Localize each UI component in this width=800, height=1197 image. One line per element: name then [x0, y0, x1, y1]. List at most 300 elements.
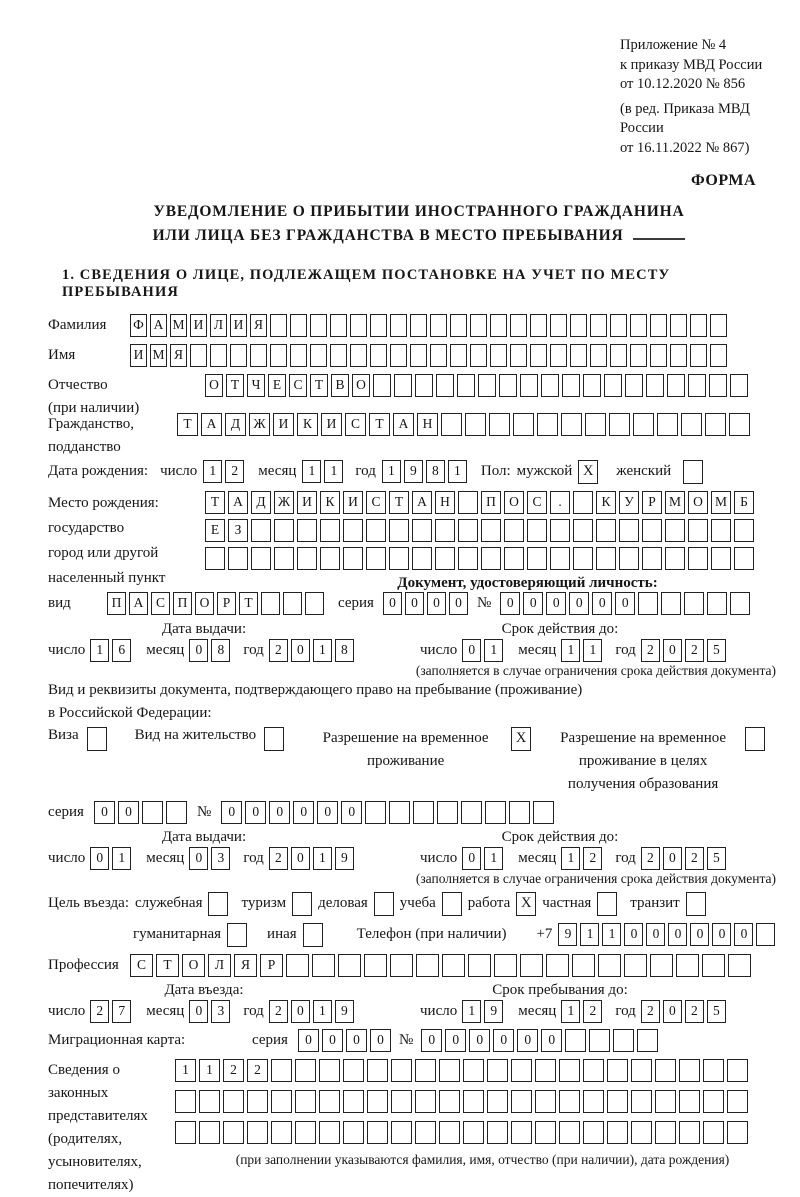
char-box[interactable]: 5	[707, 847, 726, 870]
char-box[interactable]	[468, 954, 491, 977]
char-box[interactable]	[631, 1059, 652, 1082]
char-box[interactable]	[565, 1029, 586, 1052]
char-box[interactable]	[727, 1090, 748, 1113]
char-box[interactable]: С	[366, 491, 386, 514]
char-box[interactable]	[390, 314, 407, 337]
char-box[interactable]: Ф	[130, 314, 147, 337]
char-box[interactable]: 0	[291, 639, 310, 662]
char-box[interactable]: И	[190, 314, 207, 337]
char-box[interactable]: 1	[382, 460, 401, 483]
char-box[interactable]	[535, 1090, 556, 1113]
char-box[interactable]	[470, 314, 487, 337]
char-box[interactable]	[661, 592, 681, 615]
char-box[interactable]	[550, 314, 567, 337]
char-box[interactable]: 0	[298, 1029, 319, 1052]
char-box[interactable]	[270, 314, 287, 337]
temp-residence-checkbox[interactable]: X	[511, 727, 531, 751]
char-box[interactable]: С	[289, 374, 307, 397]
char-box[interactable]	[310, 314, 327, 337]
char-box[interactable]	[604, 374, 622, 397]
char-box[interactable]: Я	[234, 954, 257, 977]
char-box[interactable]	[297, 519, 317, 542]
char-box[interactable]: 1	[462, 1000, 481, 1023]
char-box[interactable]	[598, 954, 621, 977]
char-box[interactable]	[650, 314, 667, 337]
char-box[interactable]	[487, 1059, 508, 1082]
char-box[interactable]	[458, 547, 478, 570]
char-box[interactable]: К	[320, 491, 340, 514]
char-box[interactable]	[274, 547, 294, 570]
char-box[interactable]: М	[711, 491, 731, 514]
char-box[interactable]: Я	[170, 344, 187, 367]
char-box[interactable]: 1	[313, 847, 332, 870]
char-box[interactable]	[711, 519, 731, 542]
char-box[interactable]	[343, 547, 363, 570]
char-box[interactable]: 2	[641, 639, 660, 662]
char-box[interactable]: 0	[624, 923, 643, 946]
char-box[interactable]	[729, 413, 750, 436]
char-box[interactable]	[499, 374, 517, 397]
char-box[interactable]	[463, 1121, 484, 1144]
char-box[interactable]: 1	[302, 460, 321, 483]
char-box[interactable]	[251, 547, 271, 570]
female-checkbox[interactable]	[683, 460, 703, 484]
char-box[interactable]	[320, 547, 340, 570]
char-box[interactable]: 0	[221, 801, 242, 824]
char-box[interactable]	[633, 413, 654, 436]
char-box[interactable]	[389, 547, 409, 570]
char-box[interactable]: 0	[291, 847, 310, 870]
char-box[interactable]	[559, 1121, 580, 1144]
char-box[interactable]: Ч	[247, 374, 265, 397]
char-box[interactable]	[705, 413, 726, 436]
char-box[interactable]	[330, 314, 347, 337]
male-checkbox[interactable]: X	[578, 460, 598, 484]
char-box[interactable]	[609, 413, 630, 436]
char-box[interactable]	[527, 519, 547, 542]
char-box[interactable]: Л	[210, 314, 227, 337]
char-box[interactable]: 0	[663, 639, 682, 662]
char-box[interactable]	[703, 1090, 724, 1113]
char-box[interactable]: 9	[335, 1000, 354, 1023]
char-box[interactable]	[546, 954, 569, 977]
purpose-official-checkbox[interactable]	[208, 892, 228, 916]
char-box[interactable]	[679, 1121, 700, 1144]
char-box[interactable]	[463, 1059, 484, 1082]
char-box[interactable]	[690, 314, 707, 337]
char-box[interactable]: 0	[663, 847, 682, 870]
char-box[interactable]: А	[412, 491, 432, 514]
purpose-work-checkbox[interactable]: X	[516, 892, 536, 916]
char-box[interactable]	[350, 344, 367, 367]
char-box[interactable]: З	[228, 519, 248, 542]
char-box[interactable]	[312, 954, 335, 977]
char-box[interactable]	[646, 374, 664, 397]
char-box[interactable]	[710, 314, 727, 337]
char-box[interactable]	[530, 314, 547, 337]
char-box[interactable]	[655, 1121, 676, 1144]
char-box[interactable]	[390, 954, 413, 977]
char-box[interactable]: 0	[341, 801, 362, 824]
char-box[interactable]: 0	[592, 592, 612, 615]
char-box[interactable]	[610, 344, 627, 367]
char-box[interactable]: Д	[225, 413, 246, 436]
char-box[interactable]	[436, 374, 454, 397]
char-box[interactable]: С	[130, 954, 153, 977]
char-box[interactable]: И	[297, 491, 317, 514]
char-box[interactable]	[274, 519, 294, 542]
char-box[interactable]	[230, 344, 247, 367]
char-box[interactable]: Т	[226, 374, 244, 397]
char-box[interactable]	[391, 1059, 412, 1082]
char-box[interactable]	[490, 344, 507, 367]
char-box[interactable]	[642, 519, 662, 542]
char-box[interactable]: 0	[493, 1029, 514, 1052]
char-box[interactable]: А	[228, 491, 248, 514]
char-box[interactable]	[439, 1059, 460, 1082]
char-box[interactable]	[412, 519, 432, 542]
char-box[interactable]	[367, 1059, 388, 1082]
char-box[interactable]: Т	[369, 413, 390, 436]
char-box[interactable]: 2	[583, 847, 602, 870]
char-box[interactable]: А	[393, 413, 414, 436]
char-box[interactable]	[389, 801, 410, 824]
char-box[interactable]	[688, 374, 706, 397]
char-box[interactable]: 0	[322, 1029, 343, 1052]
char-box[interactable]	[589, 1029, 610, 1052]
char-box[interactable]	[199, 1090, 220, 1113]
char-box[interactable]	[561, 413, 582, 436]
char-box[interactable]: 1	[203, 460, 222, 483]
char-box[interactable]: 2	[685, 847, 704, 870]
char-box[interactable]: 1	[561, 1000, 580, 1023]
char-box[interactable]	[350, 314, 367, 337]
char-box[interactable]	[394, 374, 412, 397]
char-box[interactable]	[247, 1121, 268, 1144]
char-box[interactable]	[320, 519, 340, 542]
purpose-humanitarian-checkbox[interactable]	[227, 923, 247, 947]
char-box[interactable]: О	[688, 491, 708, 514]
char-box[interactable]	[481, 519, 501, 542]
char-box[interactable]	[550, 519, 570, 542]
char-box[interactable]: 0	[712, 923, 731, 946]
char-box[interactable]	[676, 954, 699, 977]
char-box[interactable]	[573, 547, 593, 570]
char-box[interactable]: А	[201, 413, 222, 436]
char-box[interactable]	[667, 374, 685, 397]
char-box[interactable]	[679, 1090, 700, 1113]
char-box[interactable]	[415, 1059, 436, 1082]
char-box[interactable]: 2	[225, 460, 244, 483]
char-box[interactable]	[485, 801, 506, 824]
char-box[interactable]: Б	[734, 491, 754, 514]
char-box[interactable]	[596, 519, 616, 542]
char-box[interactable]	[391, 1090, 412, 1113]
char-box[interactable]	[223, 1090, 244, 1113]
char-box[interactable]	[365, 801, 386, 824]
char-box[interactable]	[573, 491, 593, 514]
char-box[interactable]	[583, 1121, 604, 1144]
char-box[interactable]	[630, 314, 647, 337]
char-box[interactable]	[679, 1059, 700, 1082]
char-box[interactable]	[367, 1121, 388, 1144]
purpose-business-checkbox[interactable]	[374, 892, 394, 916]
char-box[interactable]	[625, 374, 643, 397]
char-box[interactable]	[670, 314, 687, 337]
char-box[interactable]	[465, 413, 486, 436]
char-box[interactable]: 1	[448, 460, 467, 483]
char-box[interactable]	[366, 519, 386, 542]
char-box[interactable]	[530, 344, 547, 367]
char-box[interactable]	[709, 374, 727, 397]
char-box[interactable]	[295, 1121, 316, 1144]
char-box[interactable]: 0	[690, 923, 709, 946]
char-box[interactable]: Н	[435, 491, 455, 514]
char-box[interactable]	[271, 1059, 292, 1082]
char-box[interactable]	[283, 592, 302, 615]
char-box[interactable]	[527, 547, 547, 570]
char-box[interactable]	[572, 954, 595, 977]
char-box[interactable]: 1	[175, 1059, 196, 1082]
char-box[interactable]	[642, 547, 662, 570]
char-box[interactable]	[166, 801, 187, 824]
char-box[interactable]: 0	[646, 923, 665, 946]
char-box[interactable]: 3	[211, 1000, 230, 1023]
char-box[interactable]	[489, 413, 510, 436]
char-box[interactable]: 9	[484, 1000, 503, 1023]
char-box[interactable]	[343, 1121, 364, 1144]
char-box[interactable]: М	[150, 344, 167, 367]
char-box[interactable]	[310, 344, 327, 367]
char-box[interactable]: 2	[685, 639, 704, 662]
char-box[interactable]	[710, 344, 727, 367]
char-box[interactable]	[199, 1121, 220, 1144]
char-box[interactable]: 0	[449, 592, 468, 615]
char-box[interactable]: 1	[484, 847, 503, 870]
char-box[interactable]	[330, 344, 347, 367]
char-box[interactable]: 2	[685, 1000, 704, 1023]
char-box[interactable]	[637, 1029, 658, 1052]
char-box[interactable]	[707, 592, 727, 615]
char-box[interactable]	[631, 1121, 652, 1144]
purpose-other-checkbox[interactable]	[303, 923, 323, 947]
char-box[interactable]	[175, 1090, 196, 1113]
char-box[interactable]	[435, 519, 455, 542]
char-box[interactable]	[607, 1090, 628, 1113]
char-box[interactable]	[247, 1090, 268, 1113]
char-box[interactable]: Ж	[249, 413, 270, 436]
char-box[interactable]	[509, 801, 530, 824]
char-box[interactable]: Т	[310, 374, 328, 397]
char-box[interactable]: А	[129, 592, 148, 615]
char-box[interactable]: 0	[189, 639, 208, 662]
char-box[interactable]: Р	[260, 954, 283, 977]
char-box[interactable]: Т	[205, 491, 225, 514]
char-box[interactable]	[520, 954, 543, 977]
char-box[interactable]: 0	[663, 1000, 682, 1023]
char-box[interactable]	[607, 1059, 628, 1082]
char-box[interactable]	[416, 954, 439, 977]
char-box[interactable]	[590, 314, 607, 337]
char-box[interactable]	[655, 1090, 676, 1113]
residence-permit-checkbox[interactable]	[264, 727, 284, 751]
char-box[interactable]: 0	[245, 801, 266, 824]
char-box[interactable]	[559, 1059, 580, 1082]
char-box[interactable]: 0	[668, 923, 687, 946]
char-box[interactable]	[631, 1090, 652, 1113]
char-box[interactable]: И	[321, 413, 342, 436]
char-box[interactable]	[487, 1090, 508, 1113]
char-box[interactable]: Е	[268, 374, 286, 397]
char-box[interactable]	[343, 1059, 364, 1082]
char-box[interactable]	[430, 344, 447, 367]
char-box[interactable]	[343, 1090, 364, 1113]
char-box[interactable]: Т	[239, 592, 258, 615]
char-box[interactable]	[610, 314, 627, 337]
char-box[interactable]: 8	[211, 639, 230, 662]
char-box[interactable]	[389, 519, 409, 542]
char-box[interactable]: 0	[291, 1000, 310, 1023]
char-box[interactable]: Я	[250, 314, 267, 337]
char-box[interactable]	[583, 1090, 604, 1113]
char-box[interactable]	[410, 344, 427, 367]
char-box[interactable]	[756, 923, 775, 946]
char-box[interactable]: 0	[118, 801, 139, 824]
char-box[interactable]	[319, 1090, 340, 1113]
char-box[interactable]: Н	[417, 413, 438, 436]
char-box[interactable]: 2	[583, 1000, 602, 1023]
char-box[interactable]	[142, 801, 163, 824]
char-box[interactable]	[511, 1090, 532, 1113]
char-box[interactable]	[481, 547, 501, 570]
char-box[interactable]: О	[352, 374, 370, 397]
char-box[interactable]	[319, 1121, 340, 1144]
char-box[interactable]	[463, 1090, 484, 1113]
char-box[interactable]: .	[550, 491, 570, 514]
char-box[interactable]: Д	[251, 491, 271, 514]
char-box[interactable]: 0	[405, 592, 424, 615]
char-box[interactable]: 2	[223, 1059, 244, 1082]
char-box[interactable]: Ж	[274, 491, 294, 514]
char-box[interactable]	[624, 954, 647, 977]
char-box[interactable]	[415, 1121, 436, 1144]
char-box[interactable]	[537, 413, 558, 436]
char-box[interactable]: О	[504, 491, 524, 514]
char-box[interactable]: 2	[269, 1000, 288, 1023]
char-box[interactable]	[490, 314, 507, 337]
char-box[interactable]	[573, 519, 593, 542]
char-box[interactable]	[338, 954, 361, 977]
char-box[interactable]	[410, 314, 427, 337]
char-box[interactable]: У	[619, 491, 639, 514]
char-box[interactable]	[478, 374, 496, 397]
char-box[interactable]	[703, 1059, 724, 1082]
char-box[interactable]: 2	[641, 1000, 660, 1023]
char-box[interactable]	[619, 519, 639, 542]
char-box[interactable]: К	[297, 413, 318, 436]
char-box[interactable]	[290, 314, 307, 337]
char-box[interactable]	[370, 344, 387, 367]
char-box[interactable]: О	[205, 374, 223, 397]
char-box[interactable]	[570, 314, 587, 337]
char-box[interactable]: И	[130, 344, 147, 367]
char-box[interactable]: 0	[517, 1029, 538, 1052]
char-box[interactable]	[638, 592, 658, 615]
purpose-tourism-checkbox[interactable]	[292, 892, 312, 916]
char-box[interactable]: С	[527, 491, 547, 514]
char-box[interactable]: 0	[427, 592, 446, 615]
char-box[interactable]	[286, 954, 309, 977]
char-box[interactable]: 7	[112, 1000, 131, 1023]
char-box[interactable]: 8	[426, 460, 445, 483]
char-box[interactable]	[585, 413, 606, 436]
char-box[interactable]	[190, 344, 207, 367]
char-box[interactable]	[711, 547, 731, 570]
char-box[interactable]	[613, 1029, 634, 1052]
visa-checkbox[interactable]	[87, 727, 107, 751]
char-box[interactable]	[681, 413, 702, 436]
char-box[interactable]	[439, 1121, 460, 1144]
char-box[interactable]	[702, 954, 725, 977]
char-box[interactable]	[441, 413, 462, 436]
char-box[interactable]	[688, 519, 708, 542]
char-box[interactable]: 9	[404, 460, 423, 483]
char-box[interactable]: И	[273, 413, 294, 436]
char-box[interactable]	[370, 314, 387, 337]
char-box[interactable]	[261, 592, 280, 615]
char-box[interactable]	[223, 1121, 244, 1144]
char-box[interactable]	[305, 592, 324, 615]
char-box[interactable]: 2	[269, 639, 288, 662]
char-box[interactable]	[251, 519, 271, 542]
char-box[interactable]	[450, 344, 467, 367]
char-box[interactable]	[175, 1121, 196, 1144]
char-box[interactable]: 2	[90, 1000, 109, 1023]
char-box[interactable]	[461, 801, 482, 824]
char-box[interactable]	[619, 547, 639, 570]
char-box[interactable]: 1	[580, 923, 599, 946]
char-box[interactable]	[562, 374, 580, 397]
char-box[interactable]: 0	[269, 801, 290, 824]
char-box[interactable]	[688, 547, 708, 570]
char-box[interactable]	[458, 519, 478, 542]
char-box[interactable]	[250, 344, 267, 367]
char-box[interactable]	[541, 374, 559, 397]
char-box[interactable]: 0	[462, 639, 481, 662]
char-box[interactable]	[728, 954, 751, 977]
char-box[interactable]	[494, 954, 517, 977]
char-box[interactable]	[271, 1121, 292, 1144]
char-box[interactable]: 9	[335, 847, 354, 870]
char-box[interactable]	[297, 547, 317, 570]
char-box[interactable]	[510, 344, 527, 367]
char-box[interactable]	[367, 1090, 388, 1113]
char-box[interactable]: 1	[561, 847, 580, 870]
char-box[interactable]: 2	[641, 847, 660, 870]
char-box[interactable]	[650, 344, 667, 367]
char-box[interactable]	[703, 1121, 724, 1144]
char-box[interactable]	[657, 413, 678, 436]
char-box[interactable]: 0	[317, 801, 338, 824]
char-box[interactable]: 0	[541, 1029, 562, 1052]
char-box[interactable]	[734, 519, 754, 542]
char-box[interactable]: А	[150, 314, 167, 337]
char-box[interactable]	[271, 1090, 292, 1113]
char-box[interactable]: М	[170, 314, 187, 337]
char-box[interactable]: 0	[421, 1029, 442, 1052]
char-box[interactable]: П	[173, 592, 192, 615]
char-box[interactable]	[391, 1121, 412, 1144]
